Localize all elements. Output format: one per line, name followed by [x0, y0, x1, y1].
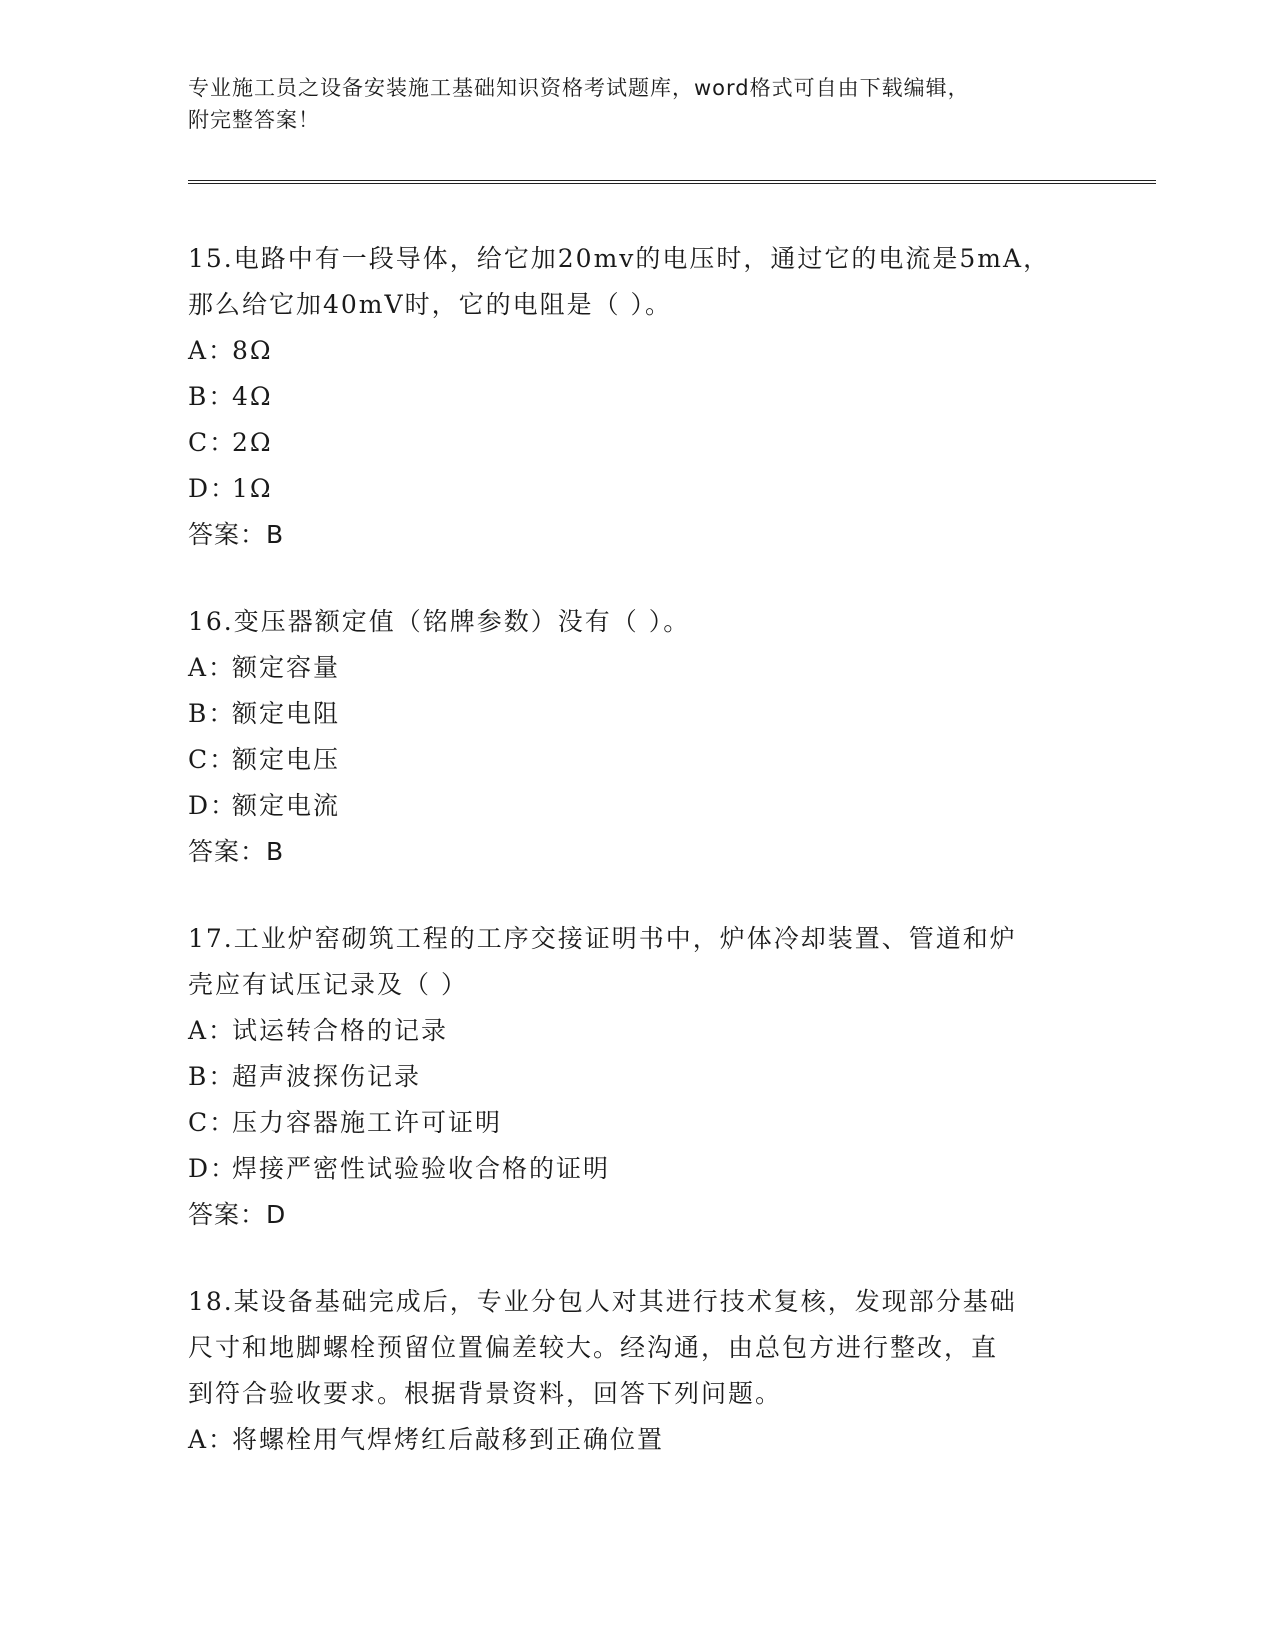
option-key: D：: [188, 1154, 238, 1183]
option-text: 将螺栓用气焊烤红后敲移到正确位置: [232, 1425, 665, 1454]
stem-line: 壳应有试压记录及（ ）: [188, 970, 468, 999]
option-key: D：: [188, 474, 238, 503]
option-a: [188, 1008, 1088, 1054]
option-key: A：: [188, 1425, 236, 1454]
option-c: [188, 737, 1088, 783]
question-stem: [188, 599, 1088, 645]
option-key: B：: [188, 382, 236, 411]
option-text: 额定容量: [232, 653, 341, 682]
option-text: 试运转合格的记录: [232, 1016, 449, 1045]
option-key: C：: [188, 1108, 237, 1137]
question-17: [188, 916, 1088, 1238]
option-b: [188, 374, 1088, 420]
option-text: 2Ω: [232, 428, 273, 457]
option-c: [188, 1100, 1088, 1146]
header-divider: [188, 180, 1156, 184]
option-a: [188, 1417, 1088, 1463]
option-text: 额定电流: [232, 791, 341, 820]
option-d: [188, 1146, 1088, 1192]
option-text: 压力容器施工许可证明: [232, 1108, 503, 1137]
option-key: A：: [188, 336, 236, 365]
option-a: [188, 645, 1088, 691]
stem-line: 那么给它加40mV时，它的电阻是（ ）。: [188, 290, 673, 319]
option-a: [188, 328, 1088, 374]
question-list: [188, 236, 1088, 1504]
question-stem: [188, 916, 1088, 1008]
question-16: [188, 599, 1088, 875]
document-header: [188, 72, 1088, 136]
answer: 答案：D: [188, 1200, 287, 1229]
stem-line: 15.电路中有一段导体，给它加20mv的电压时，通过它的电流是5mA，: [188, 244, 1051, 273]
option-text: 1Ω: [232, 474, 273, 503]
option-text: 4Ω: [232, 382, 273, 411]
option-c: [188, 420, 1088, 466]
header-line-1: 专业施工员之设备安装施工基础知识资格考试题库，word格式可自由下载编辑，: [188, 76, 970, 100]
option-d: [188, 466, 1088, 512]
question-stem: [188, 236, 1088, 328]
option-text: 额定电压: [232, 745, 341, 774]
option-b: [188, 1054, 1088, 1100]
stem-line: 17.工业炉窑砌筑工程的工序交接证明书中，炉体冷却装置、管道和炉: [188, 924, 1017, 953]
option-key: D：: [188, 791, 238, 820]
option-b: [188, 691, 1088, 737]
option-key: B：: [188, 1062, 236, 1091]
option-key: A：: [188, 653, 236, 682]
option-key: B：: [188, 699, 236, 728]
header-line-2: 附完整答案！: [188, 108, 320, 132]
stem-line: 18.某设备基础完成后，专业分包人对其进行技术复核，发现部分基础: [188, 1287, 1017, 1316]
question-15: [188, 236, 1088, 558]
answer: 答案：B: [188, 837, 285, 866]
option-key: A：: [188, 1016, 236, 1045]
option-text: 8Ω: [232, 336, 273, 365]
stem-line: 尺寸和地脚螺栓预留位置偏差较大。经沟通，由总包方进行整改，直: [188, 1333, 999, 1362]
stem-line: 到符合验收要求。根据背景资料，回答下列问题。: [188, 1379, 783, 1408]
option-d: [188, 783, 1088, 829]
option-text: 超声波探伤记录: [232, 1062, 422, 1091]
option-text: 额定电阻: [232, 699, 341, 728]
question-18: [188, 1279, 1088, 1463]
option-text: 焊接严密性试验验收合格的证明: [232, 1154, 611, 1183]
question-stem: [188, 1279, 1088, 1417]
option-key: C：: [188, 745, 237, 774]
option-key: C：: [188, 428, 237, 457]
answer: 答案：B: [188, 520, 285, 549]
stem-line: 16.变压器额定值（铭牌参数）没有（ ）。: [188, 607, 691, 636]
